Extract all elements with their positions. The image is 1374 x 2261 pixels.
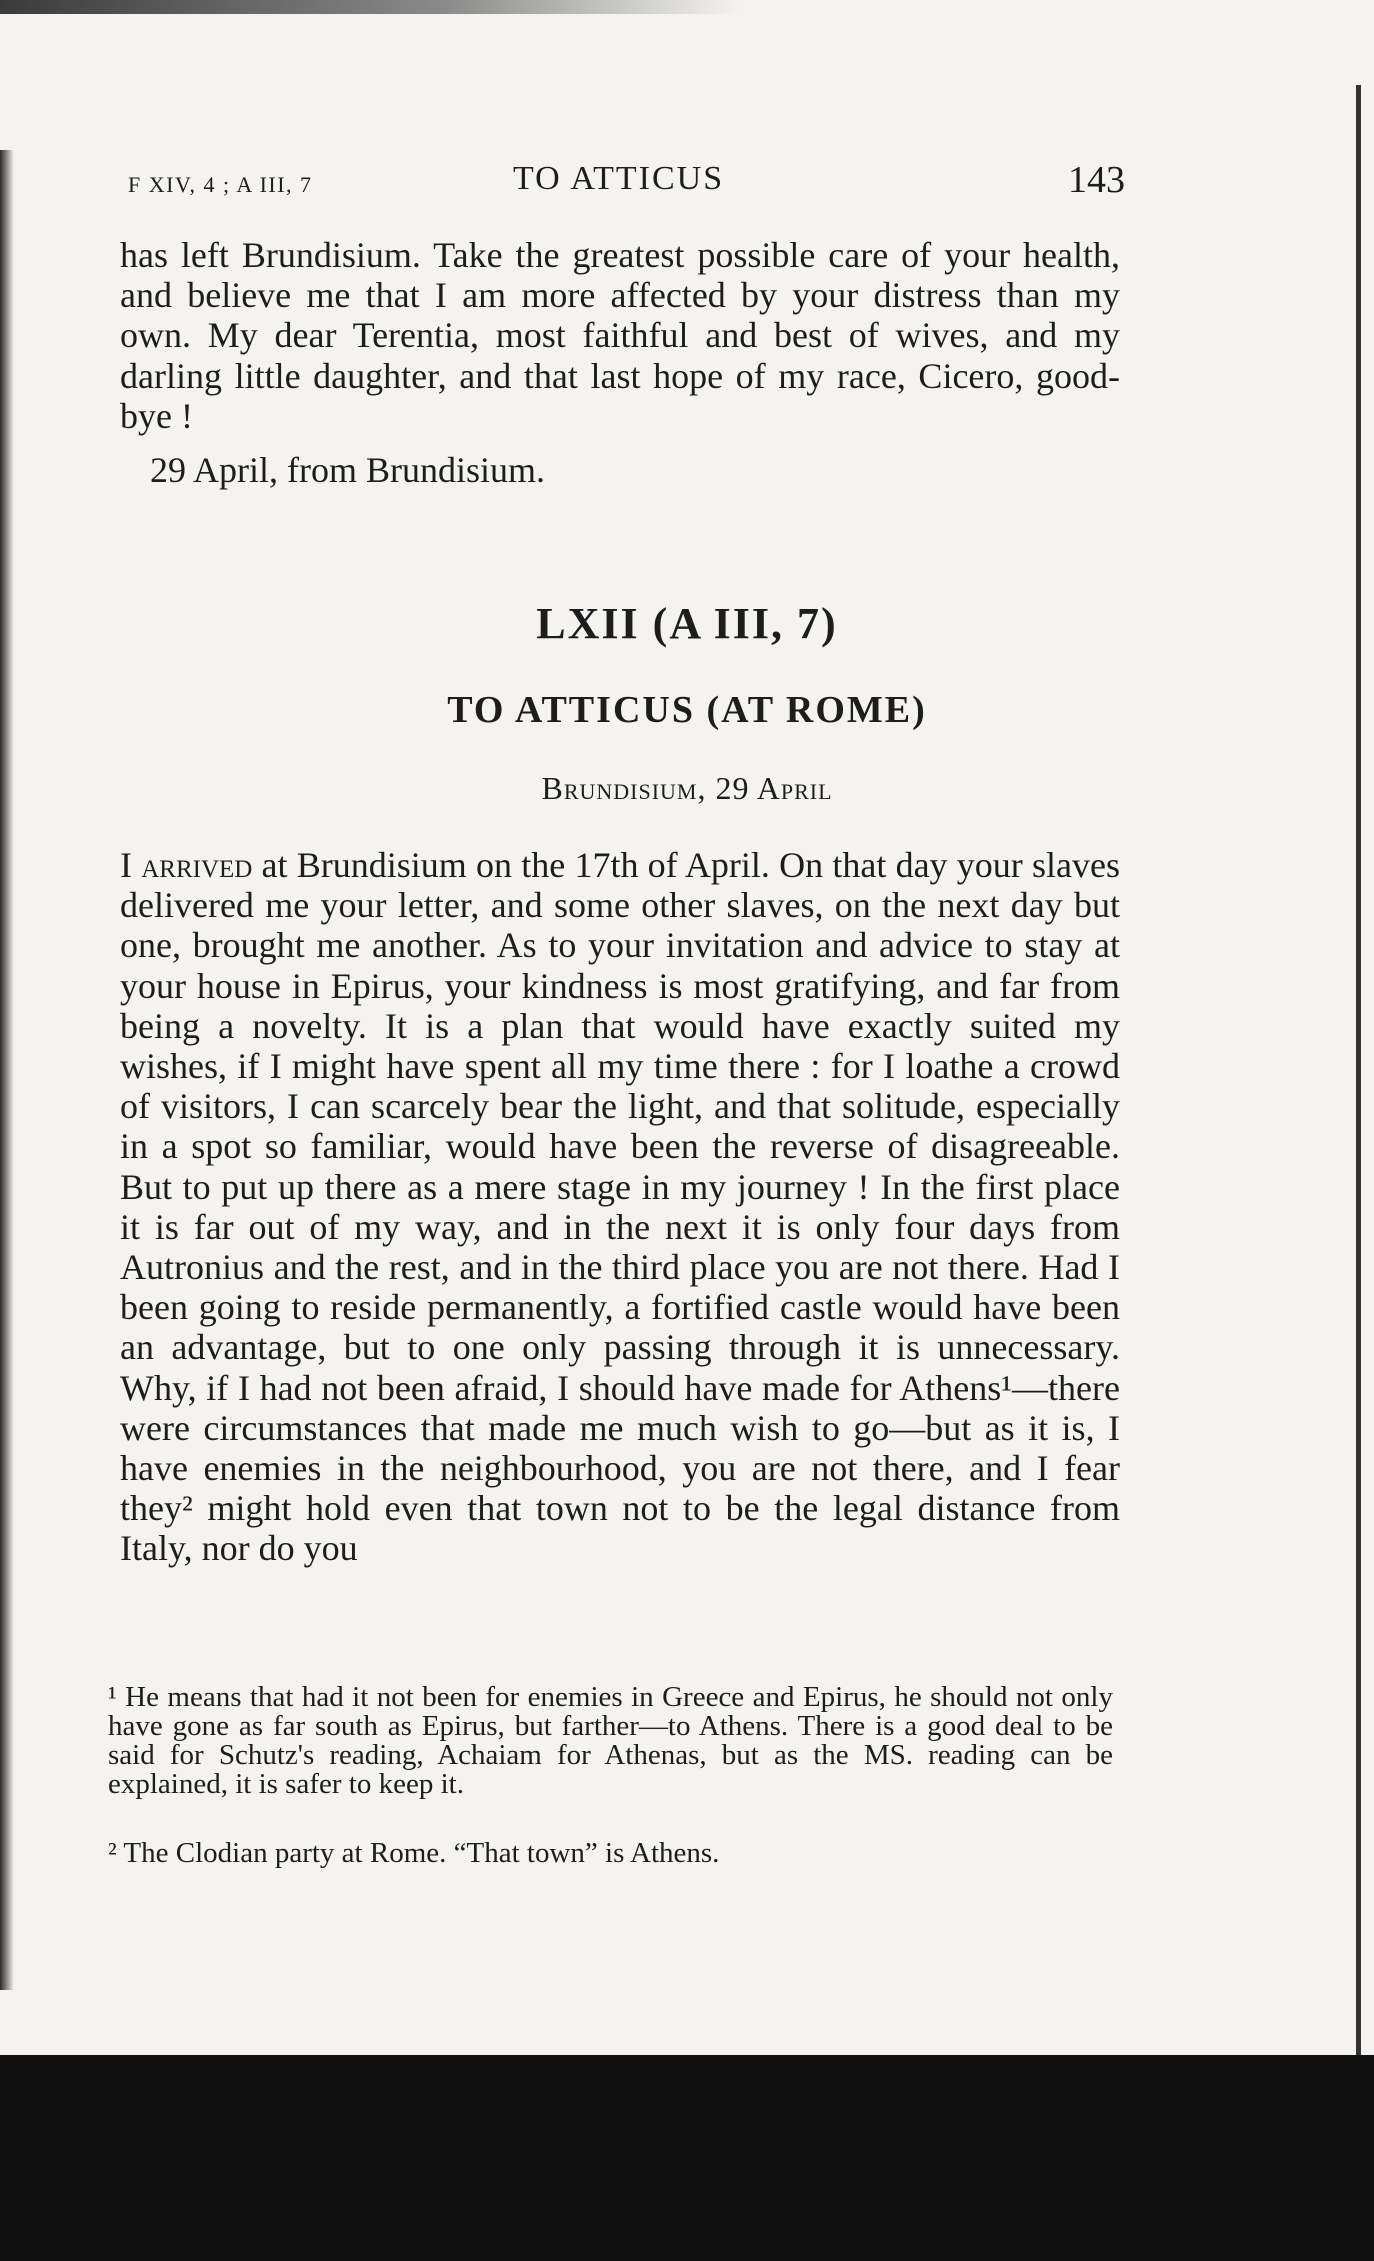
scan-edge-bottom xyxy=(0,2055,1374,2261)
previous-letter-closing: has left Brundisium. Take the greatest possible care of your health, and believe me that I am more affected by your distress than my own. My dear Terentia, most faithful and best of wives, and my darling little daughter, and that last hope of my race, Cicero, good-bye ! xyxy=(120,235,1120,436)
running-head-title: TO ATTICUS xyxy=(513,160,725,197)
letter-opening-word: I arrived xyxy=(120,845,253,885)
letter-body-text: at Brundisium on the 17th of April. On that day your slaves delivered me your letter, and some other slaves, on the next day but one, brought me another. As to your invitation and advice to stay at your house in Epirus, your kindness is most gratifying, and far from being a novelty. It is a plan that would have exactly suited my wishes, if I might have spent all my time there : for I loathe a crowd of visitors, I can scarcely bear the light, and that solitude, especially in a spot so familiar, would have been the reverse of disagreeable. But to put up there as a mere stage in my journey ! In the first place it is far out of my way, and in the next it is only four days from Autronius and the rest, and in the third place you are not there. Had I been going to reside permanently, a fortified castle would have been an advantage, but to one only passing through it is unnecessary. Why, if I had not been afraid, I should have made for Athens¹—there were circumstances that made me much wish to go—but as it is, I have enemies in the neighbourhood, you are not there, and I fear they² might hold even that town not to be the legal distance from Italy, nor do you xyxy=(120,845,1120,1569)
running-head-reference: F XIV, 4 ; A III, 7 xyxy=(128,172,313,197)
page-number: 143 xyxy=(1068,159,1125,201)
letter-place-date: Brundisium, 29 April xyxy=(541,770,833,806)
letter-body xyxy=(120,845,1120,1569)
running-head xyxy=(128,160,1128,210)
letter-number: LXII (A III, 7) xyxy=(536,599,838,648)
footnote-2: ² The Clodian party at Rome. “That town” is Athens. xyxy=(108,1837,720,1869)
previous-letter-date: 29 April, from Brundisium. xyxy=(150,450,545,490)
letter-title: TO ATTICUS (AT ROME) xyxy=(447,689,927,731)
footnote-1: ¹ He means that had it not been for enemies in Greece and Epirus, he should not only have gone as far south as Epirus, but farther—to Athens. There is a good deal to be said for Schutz's reading, Achaiam for Athenas, but as the MS. reading can be explained, it is safer to keep it. xyxy=(108,1681,1113,1800)
